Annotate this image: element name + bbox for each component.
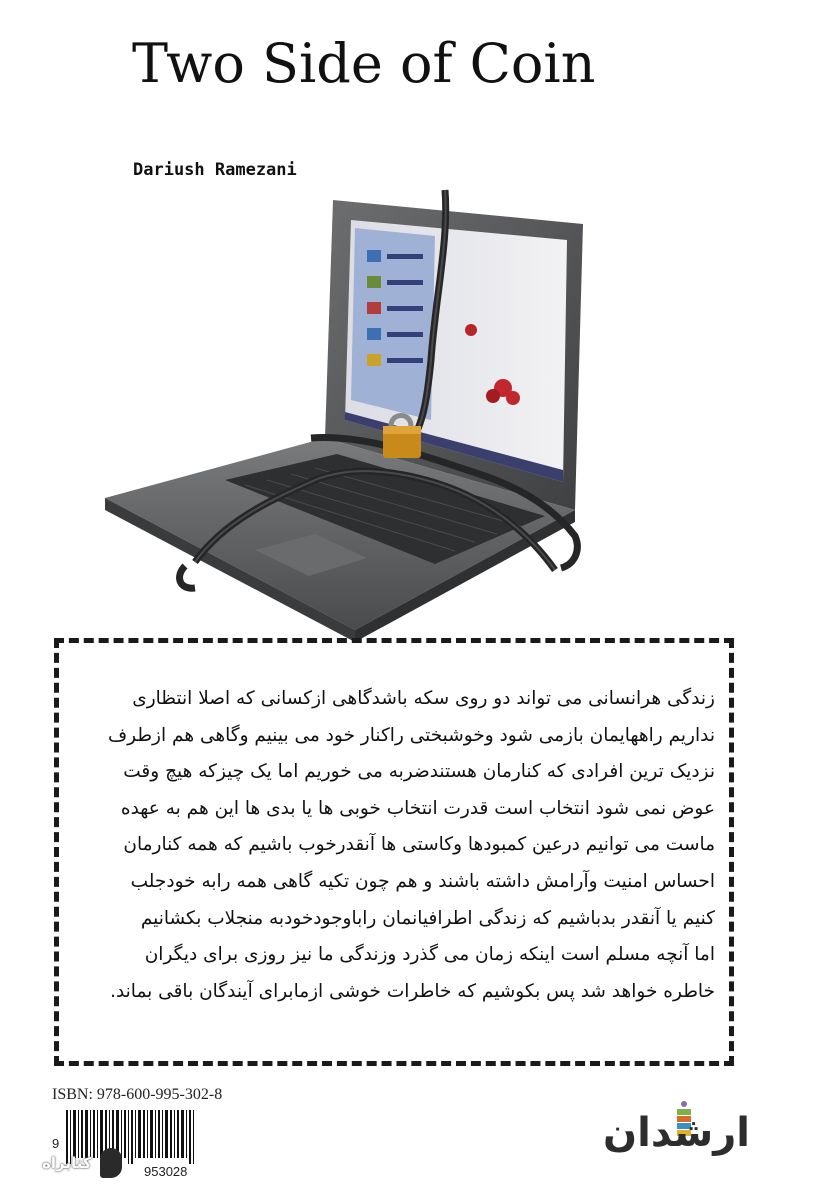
text-line: عوض نمی شود انتخاب است قدرت انتخاب خوبی ها یا بدی ها این هم به عهده [120, 797, 715, 819]
author-name: Dariush Ramezani [133, 160, 297, 180]
chained-laptop-illustration [105, 180, 605, 650]
description-text [77, 681, 715, 1010]
barcode-digits: 953028 [144, 1164, 188, 1179]
book-title: Two Side of Coin [132, 32, 596, 95]
text-line: زندگی هرانسانی می تواند دو روی سکه باشدگاهی ازکسانی که اصلا انتظاری [132, 688, 715, 709]
text-line: نداریم راههایمان بازمی شود وخوشبختی راکنار خود می بینیم وگاهی هم ازطرف [107, 724, 715, 746]
laptop-svg [105, 180, 605, 650]
text-line: نزدیک ترین افرادی که کنارمان هستندضربه می خوریم اما یک چیزکه هیچ وقت [123, 761, 715, 783]
text-line: کنیم یا آنقدر بدباشیم که زندگی اطرافیانمان راباوجودخودبه منجلاب بکشانیم [140, 907, 715, 929]
isbn-label: ISBN: 978-600-995-302-8 [52, 1086, 223, 1103]
publisher-logo [602, 1098, 750, 1168]
text-line: اما آنچه مسلم است اینکه زمان می گذرد وزندگی ما نیز روزی برای دیگران [144, 944, 715, 966]
text-line: خاطره خواهد شد پس بکوشیم که خاطرات خوشی ازمابرای آیندگان باقی بماند. [110, 980, 715, 1002]
publisher-name: ارشدان [602, 1110, 750, 1156]
ketabrah-logo-icon [100, 1148, 122, 1178]
ketabrah-watermark [32, 1148, 122, 1188]
description-box [54, 638, 734, 1066]
ketabrah-wordmark: کتابراه [42, 1154, 92, 1172]
barcode-first-digit: 9 [52, 1136, 60, 1151]
text-line: ماست می توانیم درعین کمبودها وکاستی ها آنقدرخوب باشیم که همه کنارمان [123, 834, 715, 856]
text-line: احساس امنیت وآرامش داشته باشند و هم چون تکیه گاهی همه رابه خودجلب [130, 870, 715, 892]
